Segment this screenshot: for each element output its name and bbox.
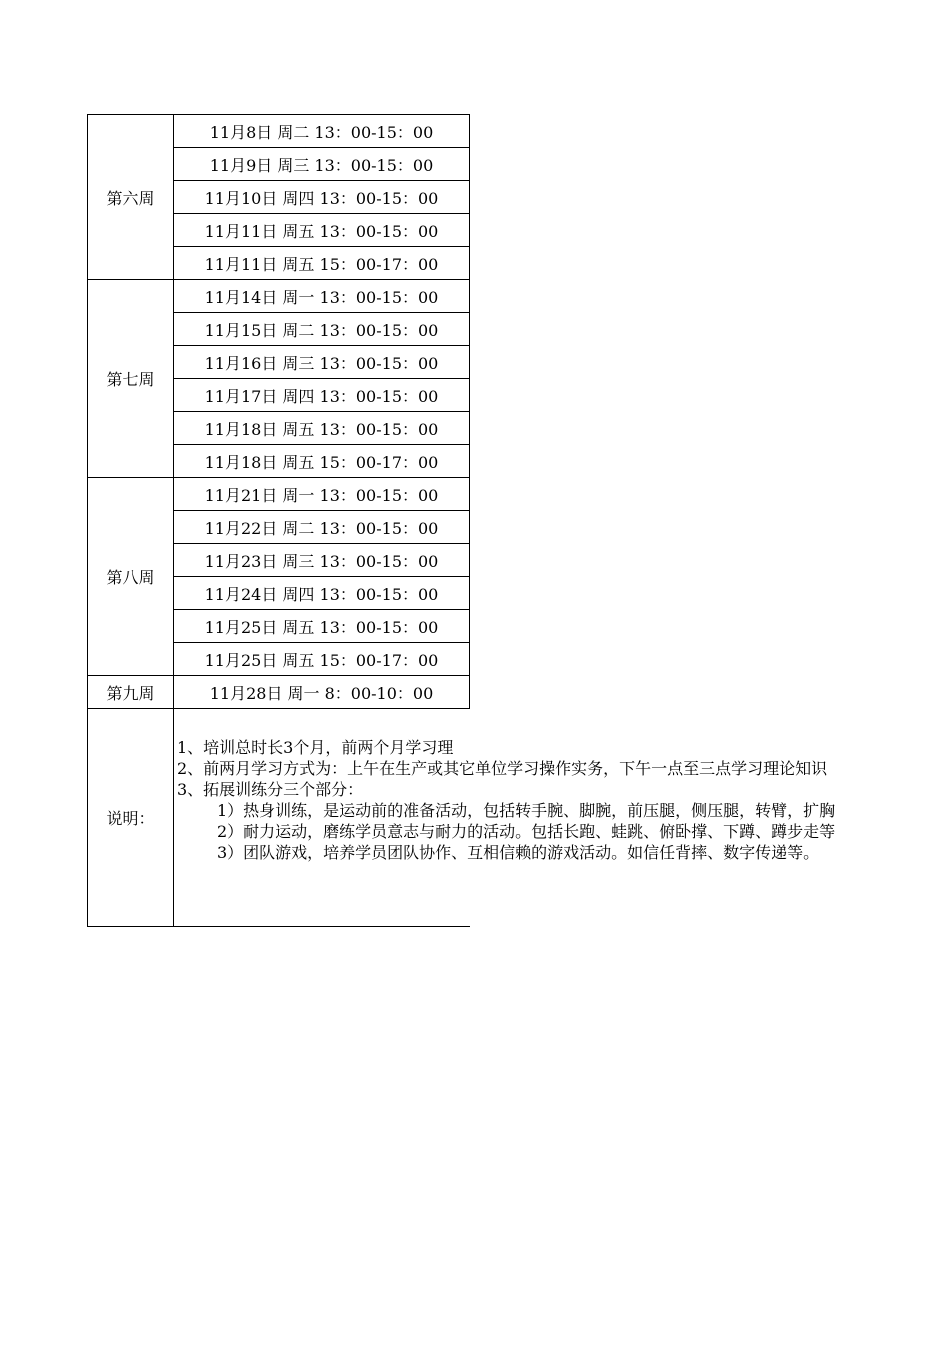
note-line: 1）热身训练，是运动前的准备活动，包括转手腕、脚腕，前压腿，侧压腿，转臂，扩胸 [217, 801, 836, 820]
time-slot-cell: 11月18日 周五 13：00-15：00 [174, 412, 470, 445]
time-slot-cell: 11月24日 周四 13：00-15：00 [174, 577, 470, 610]
time-slot-cell: 11月9日 周三 13：00-15：00 [174, 148, 470, 181]
notes-label: 说明： [88, 709, 174, 927]
time-slot-cell: 11月25日 周五 13：00-15：00 [174, 610, 470, 643]
schedule-row [88, 115, 470, 148]
time-slot-cell: 11月23日 周三 13：00-15：00 [174, 544, 470, 577]
time-slot-cell: 11月25日 周五 15：00-17：00 [174, 643, 470, 676]
schedule-row [88, 676, 470, 709]
week-label: 第七周 [88, 280, 174, 478]
week-label: 第六周 [88, 115, 174, 280]
time-slot-cell: 11月11日 周五 15：00-17：00 [174, 247, 470, 280]
notes-text [177, 737, 950, 863]
note-line: 3、拓展训练分三个部分： [177, 780, 364, 799]
time-slot-cell: 11月16日 周三 13：00-15：00 [174, 346, 470, 379]
time-slot-cell: 11月22日 周二 13：00-15：00 [174, 511, 470, 544]
schedule-table [87, 114, 836, 927]
week-label: 第八周 [88, 478, 174, 676]
time-slot-cell: 11月8日 周二 13：00-15：00 [174, 115, 470, 148]
schedule-row [88, 478, 470, 511]
notes-row [88, 709, 470, 927]
time-slot-cell: 11月17日 周四 13：00-15：00 [174, 379, 470, 412]
time-slot-cell: 11月10日 周四 13：00-15：00 [174, 181, 470, 214]
time-slot-cell: 11月15日 周二 13：00-15：00 [174, 313, 470, 346]
week-label: 第九周 [88, 676, 174, 709]
time-slot-cell: 11月18日 周五 15：00-17：00 [174, 445, 470, 478]
time-slot-cell: 11月28日 周一 8：00-10：00 [174, 676, 470, 709]
schedule-row [88, 280, 470, 313]
note-line: 2、前两月学习方式为：上午在生产或其它单位学习操作实务，下午一点至三点学习理论知识 [177, 759, 828, 778]
time-slot-cell: 11月14日 周一 13：00-15：00 [174, 280, 470, 313]
time-slot-cell: 11月11日 周五 13：00-15：00 [174, 214, 470, 247]
note-line: 3）团队游戏，培养学员团队协作、互相信赖的游戏活动。如信任背摔、数字传递等。 [217, 843, 820, 862]
time-slot-cell: 11月21日 周一 13：00-15：00 [174, 478, 470, 511]
notes-cell [174, 709, 836, 927]
note-line: 2）耐力运动，磨练学员意志与耐力的活动。包括长跑、蛙跳、俯卧撑、下蹲、蹲步走等 [217, 822, 836, 841]
note-line: 1、培训总时长3个月，前两个月学习理 [177, 738, 454, 757]
